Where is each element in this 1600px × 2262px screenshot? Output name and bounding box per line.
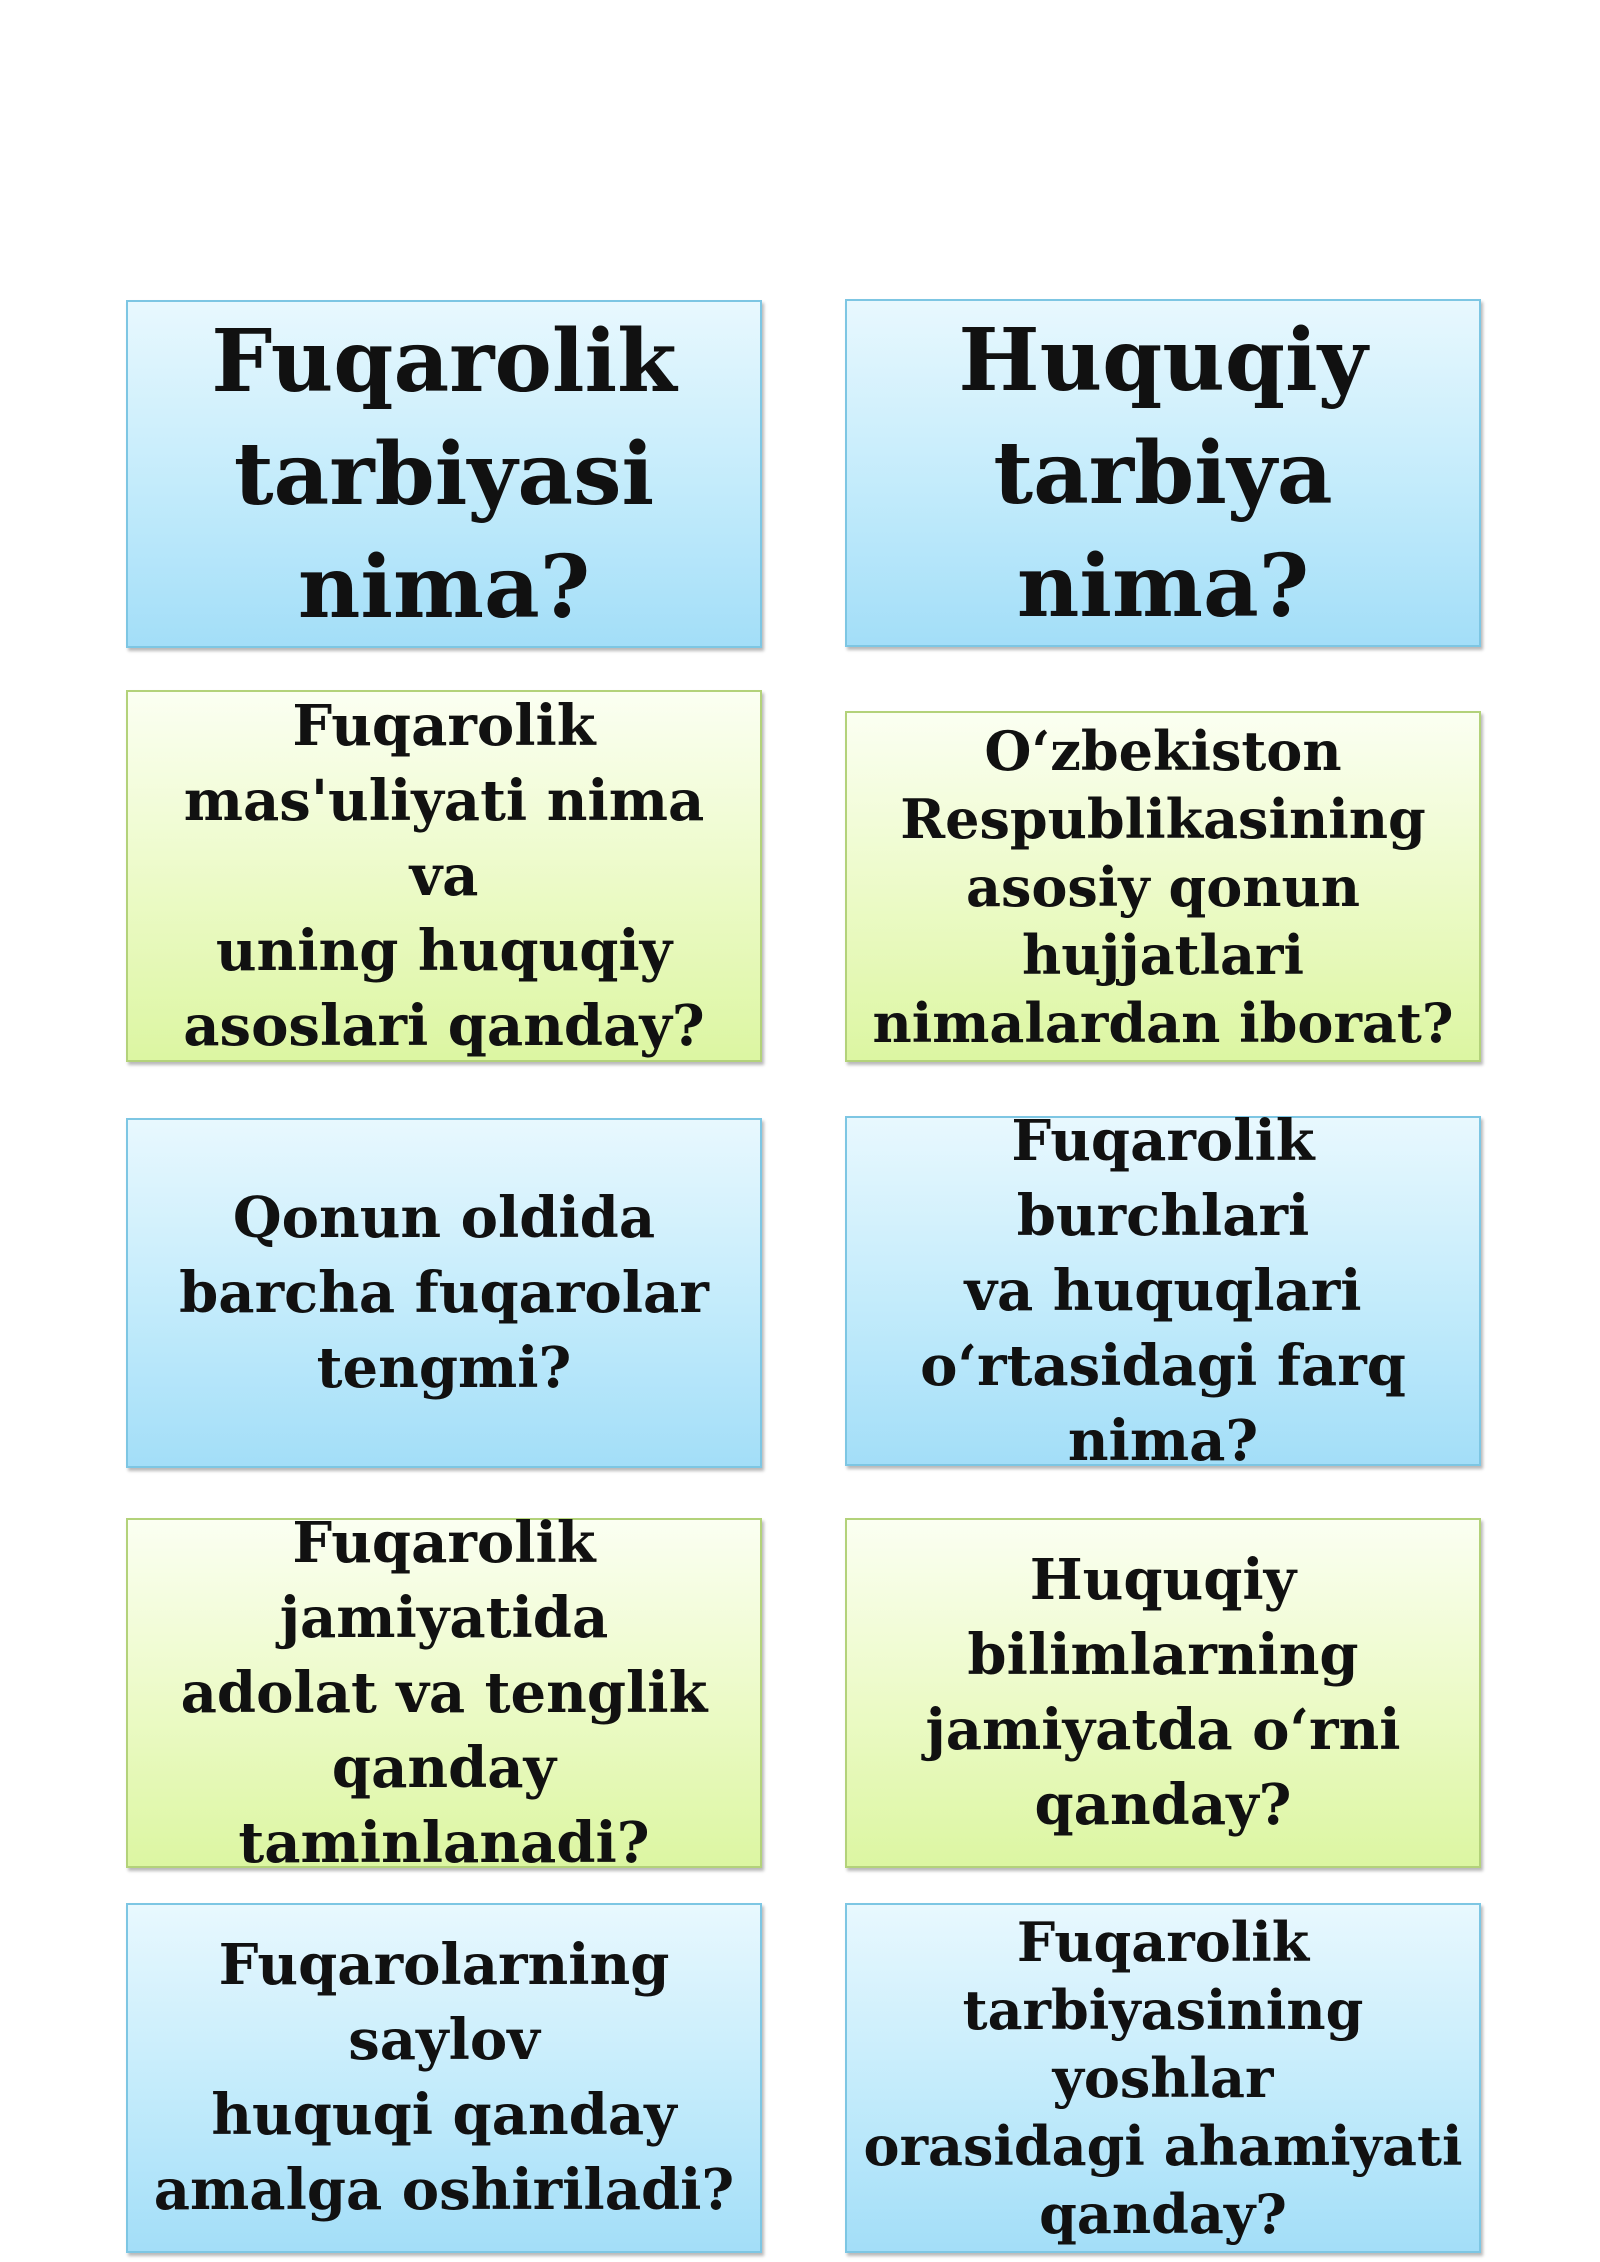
question-card-legal-documents — [845, 711, 1481, 1062]
question-card-equality-before-law — [126, 1118, 762, 1468]
card-text: Qonun oldida barcha fuqarolar tengmi? — [179, 1184, 709, 1401]
card-text: O‘zbekiston Respublikasining asosiy qonun hujjatlari nimalardan iborat? — [872, 718, 1454, 1055]
question-card-duties-vs-rights — [845, 1107, 1481, 1474]
card-text: Fuqarolik tarbiyasi nima? — [211, 310, 677, 638]
question-card-justice-equality — [126, 1509, 762, 1876]
card-text: Fuqarolik jamiyatida adolat va tenglik qanday taminlanadi? — [180, 1509, 708, 1876]
question-card-legal-education — [845, 299, 1481, 647]
card-text: Huquqiy tarbiya nima? — [958, 309, 1368, 637]
card-text: Fuqarolik burchlari va huquqlari o‘rtasidagi farq nima? — [920, 1107, 1406, 1474]
card-text: Huquqiy bilimlarning jamiyatda o‘rni qanday? — [925, 1547, 1401, 1838]
question-card-voting-rights — [126, 1903, 762, 2253]
question-card-legal-knowledge — [845, 1518, 1481, 1868]
question-card-civic-responsibility — [126, 690, 762, 1062]
question-card-civic-education — [126, 300, 762, 648]
card-text: Fuqarolik tarbiyasining yoshlar orasidagi ahamiyati qanday? — [863, 1910, 1463, 2246]
question-card-youth-civic-education — [845, 1903, 1481, 2253]
card-text: Fuqarolik mas'uliyati nima va uning huquqiy asoslari qanday? — [183, 692, 705, 1059]
card-text: Fuqarolarning saylov huquqi qanday amalga oshiriladi? — [153, 1932, 735, 2223]
